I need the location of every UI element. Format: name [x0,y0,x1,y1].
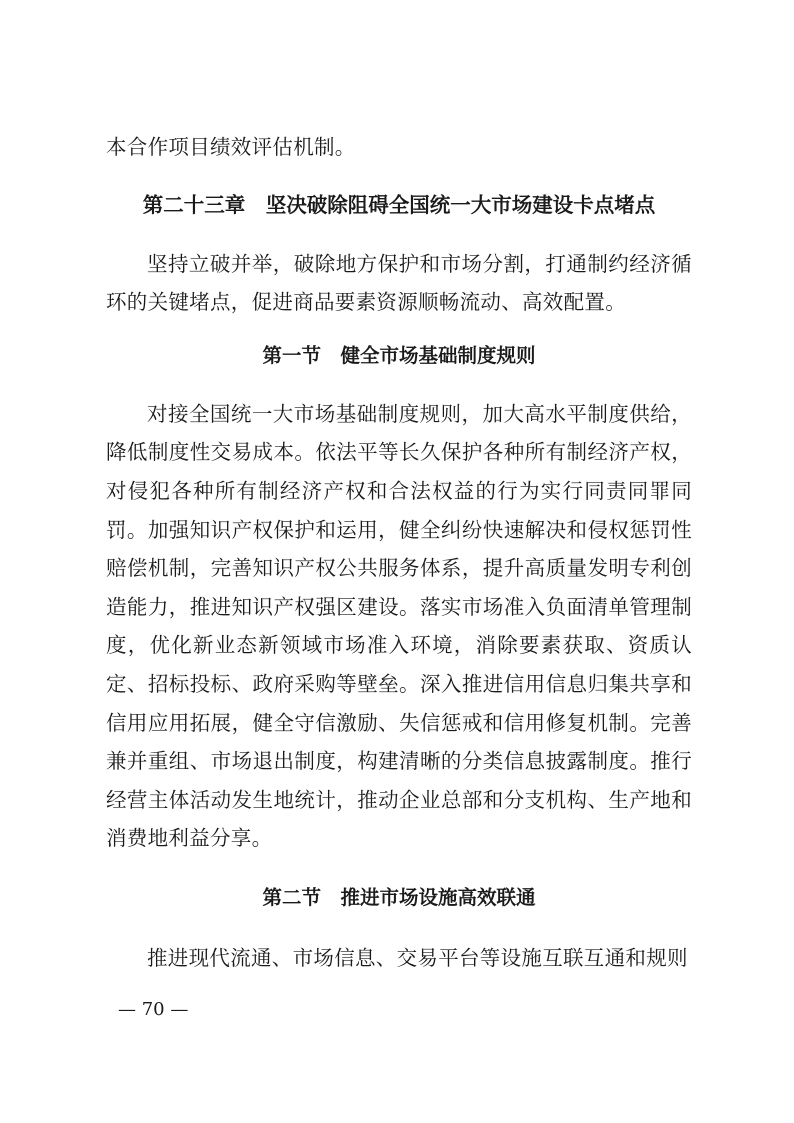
section-2-title: 第二节 推进市场设施高效联通 [262,885,536,909]
page-content [106,128,692,978]
chapter-intro-paragraph: 坚持立破并举，破除地方保护和市场分割，打通制约经济循环的关键堵点，促进商品要素资源顺畅流动、高效配置。 [106,251,692,315]
page-number: — 70 — [118,999,189,1020]
section-1-paragraph: 对接全国统一大市场基础制度规则，加大高水平制度供给，降低制度性交易成本。依法平等长久保护各种所有制经济产权，对侵犯各种所有制经济产权和合法权益的行为实行同责同罪同罚。加强知识产权保护和运用，健全纠纷快速解决和侵权惩罚性赔偿机制，完善知识产权公共服务体系，提升高质量发明专利创造能力，推进知识产权强区建设。落实市场准入负面清单管理制度，优化新业态新领域市场准入环境，消除要素获取、资质认定、招标投标、政府采购等壁垒。深入推进信用信息归集共享和信用应用拓展，健全守信激励、失信惩戒和信用修复机制。完善兼并重组、市场退出制度，构建清晰的分类信息披露制度。推行经营主体活动发生地统计，推动企业总部和分支机构、生产地和消费地利益分享。 [106,401,692,851]
section-2-paragraph: 推进现代流通、市场信息、交易平台等设施互联互通和规则 [147,945,688,970]
section-1-title: 第一节 健全市场基础制度规则 [262,343,536,367]
intro-line: 本合作项目绩效评估机制。 [106,135,356,159]
chapter-title: 第二十三章 坚决破除阻碍全国统一大市场建设卡点堵点 [142,192,656,217]
